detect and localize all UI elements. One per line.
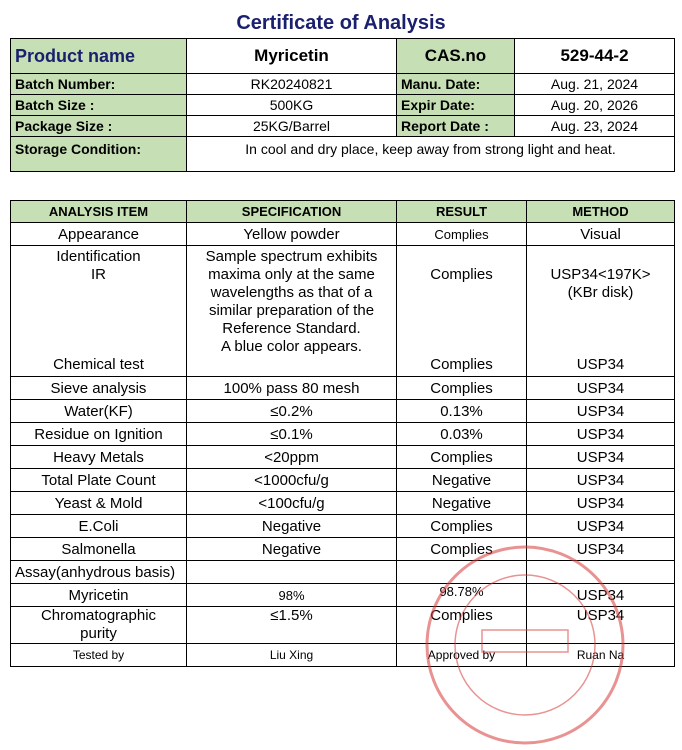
package-size-value: 25KG/Barrel [187, 116, 397, 137]
column-header-specification: SPECIFICATION [187, 201, 397, 223]
spec-cell: Negative [187, 515, 397, 538]
result-cell: Complies [397, 377, 527, 400]
item-line: purity [80, 625, 117, 642]
approved-by-name: Ruan Na [527, 644, 675, 667]
result-cell: Complies [397, 515, 527, 538]
product-name-value: Myricetin [187, 39, 397, 74]
cas-value: 529-44-2 [515, 39, 675, 74]
method-cell: USP34 [527, 400, 675, 423]
batch-size-value: 500KG [187, 95, 397, 116]
table-row [11, 400, 675, 423]
table-row [11, 223, 675, 246]
table-row [11, 515, 675, 538]
signature-row [11, 644, 675, 667]
spec-cell: Yellow powder [187, 223, 397, 246]
manu-date-value: Aug. 21, 2024 [515, 74, 675, 95]
method-cell: USP34 [527, 538, 675, 561]
spec-cell [187, 561, 397, 584]
item-cell [11, 246, 187, 377]
table-row [11, 446, 675, 469]
method-cell: USP34 [527, 423, 675, 446]
batch-number-label: Batch Number: [11, 74, 187, 95]
table-row [11, 607, 675, 644]
column-header-item: ANALYSIS ITEM [11, 201, 187, 223]
spec-line: wavelengths as that of a [210, 284, 373, 301]
table-row [11, 538, 675, 561]
item-cell: Residue on Ignition [11, 423, 187, 446]
chemical-test-result: Complies [430, 356, 493, 373]
column-header-result: RESULT [397, 201, 527, 223]
method-cell: USP34 [527, 377, 675, 400]
approved-by-label: Approved by [397, 644, 527, 667]
package-size-label: Package Size : [11, 116, 187, 137]
spec-cell: <100cfu/g [187, 492, 397, 515]
product-name-label: Product name [11, 39, 187, 74]
spec-cell [187, 246, 397, 377]
method-cell: USP34 [527, 515, 675, 538]
spec-cell: 100% pass 80 mesh [187, 377, 397, 400]
item-cell: Assay(anhydrous basis) [11, 561, 187, 584]
analysis-table [10, 200, 675, 667]
item-cell: Yeast & Mold [11, 492, 187, 515]
report-date-label: Report Date : [397, 116, 515, 137]
ir-method-detail: (KBr disk) [567, 284, 634, 301]
item-cell [11, 607, 187, 644]
spec-cell: ≤1.5% [187, 607, 397, 644]
item-cell: Heavy Metals [11, 446, 187, 469]
result-cell: Complies [397, 607, 527, 644]
batch-number-value: RK20240821 [187, 74, 397, 95]
method-cell: USP34 [527, 469, 675, 492]
report-date-value: Aug. 23, 2024 [515, 116, 675, 137]
spec-line: Reference Standard. [222, 320, 361, 337]
manu-date-label: Manu. Date: [397, 74, 515, 95]
method-cell [527, 246, 675, 377]
item-cell: E.Coli [11, 515, 187, 538]
method-cell: USP34 [527, 607, 675, 644]
table-row-identification [11, 246, 675, 377]
ir-method: USP34<197K> [550, 266, 651, 283]
result-cell: Complies [397, 538, 527, 561]
item-cell: Sieve analysis [11, 377, 187, 400]
tested-by-label: Tested by [11, 644, 187, 667]
spec-cell: Negative [187, 538, 397, 561]
expir-date-value: Aug. 20, 2026 [515, 95, 675, 116]
table-row [11, 584, 675, 607]
result-cell: 0.13% [397, 400, 527, 423]
cas-label: CAS.no [397, 39, 515, 74]
method-cell [527, 561, 675, 584]
method-cell: Visual [527, 223, 675, 246]
storage-condition-value: In cool and dry place, keep away from strong light and heat. [187, 137, 675, 172]
item-cell: Total Plate Count [11, 469, 187, 492]
result-cell: Complies [397, 223, 527, 246]
expir-date-label: Expir Date: [397, 95, 515, 116]
table-row [11, 561, 675, 584]
chemical-test-label: Chemical test [53, 356, 144, 373]
result-cell [397, 561, 527, 584]
table-row [11, 377, 675, 400]
item-cell: Appearance [11, 223, 187, 246]
product-info-table [10, 38, 675, 172]
spec-cell: <20ppm [187, 446, 397, 469]
spec-cell: 98% [187, 584, 397, 607]
column-header-method: METHOD [527, 201, 675, 223]
item-cell: Water(KF) [11, 400, 187, 423]
result-cell: Complies [397, 446, 527, 469]
identification-label: Identification [56, 248, 141, 265]
item-cell: Myricetin [11, 584, 187, 607]
result-cell: 98.78% [397, 584, 527, 607]
table-row [11, 423, 675, 446]
result-cell: Negative [397, 492, 527, 515]
spec-line: maxima only at the same [208, 266, 375, 283]
spec-line: A blue color appears. [221, 338, 362, 355]
chemical-test-method: USP34 [576, 356, 625, 373]
document-title: Certificate of Analysis [236, 12, 446, 34]
method-cell: USP34 [527, 492, 675, 515]
tested-by-name: Liu Xing [187, 644, 397, 667]
spec-line: similar preparation of the [208, 302, 375, 319]
spec-cell: ≤0.2% [187, 400, 397, 423]
batch-size-label: Batch Size : [11, 95, 187, 116]
spec-cell: ≤0.1% [187, 423, 397, 446]
spec-cell: <1000cfu/g [187, 469, 397, 492]
item-line: Chromatographic [40, 607, 157, 624]
method-cell: USP34 [527, 446, 675, 469]
ir-label: IR [91, 266, 106, 283]
item-cell: Salmonella [11, 538, 187, 561]
method-cell: USP34 [527, 584, 675, 607]
result-cell: Negative [397, 469, 527, 492]
table-row [11, 469, 675, 492]
storage-condition-label: Storage Condition: [11, 137, 187, 172]
ir-result: Complies [430, 266, 493, 283]
result-cell [397, 246, 527, 377]
table-row [11, 492, 675, 515]
spec-line: Sample spectrum exhibits [205, 248, 378, 265]
result-cell: 0.03% [397, 423, 527, 446]
